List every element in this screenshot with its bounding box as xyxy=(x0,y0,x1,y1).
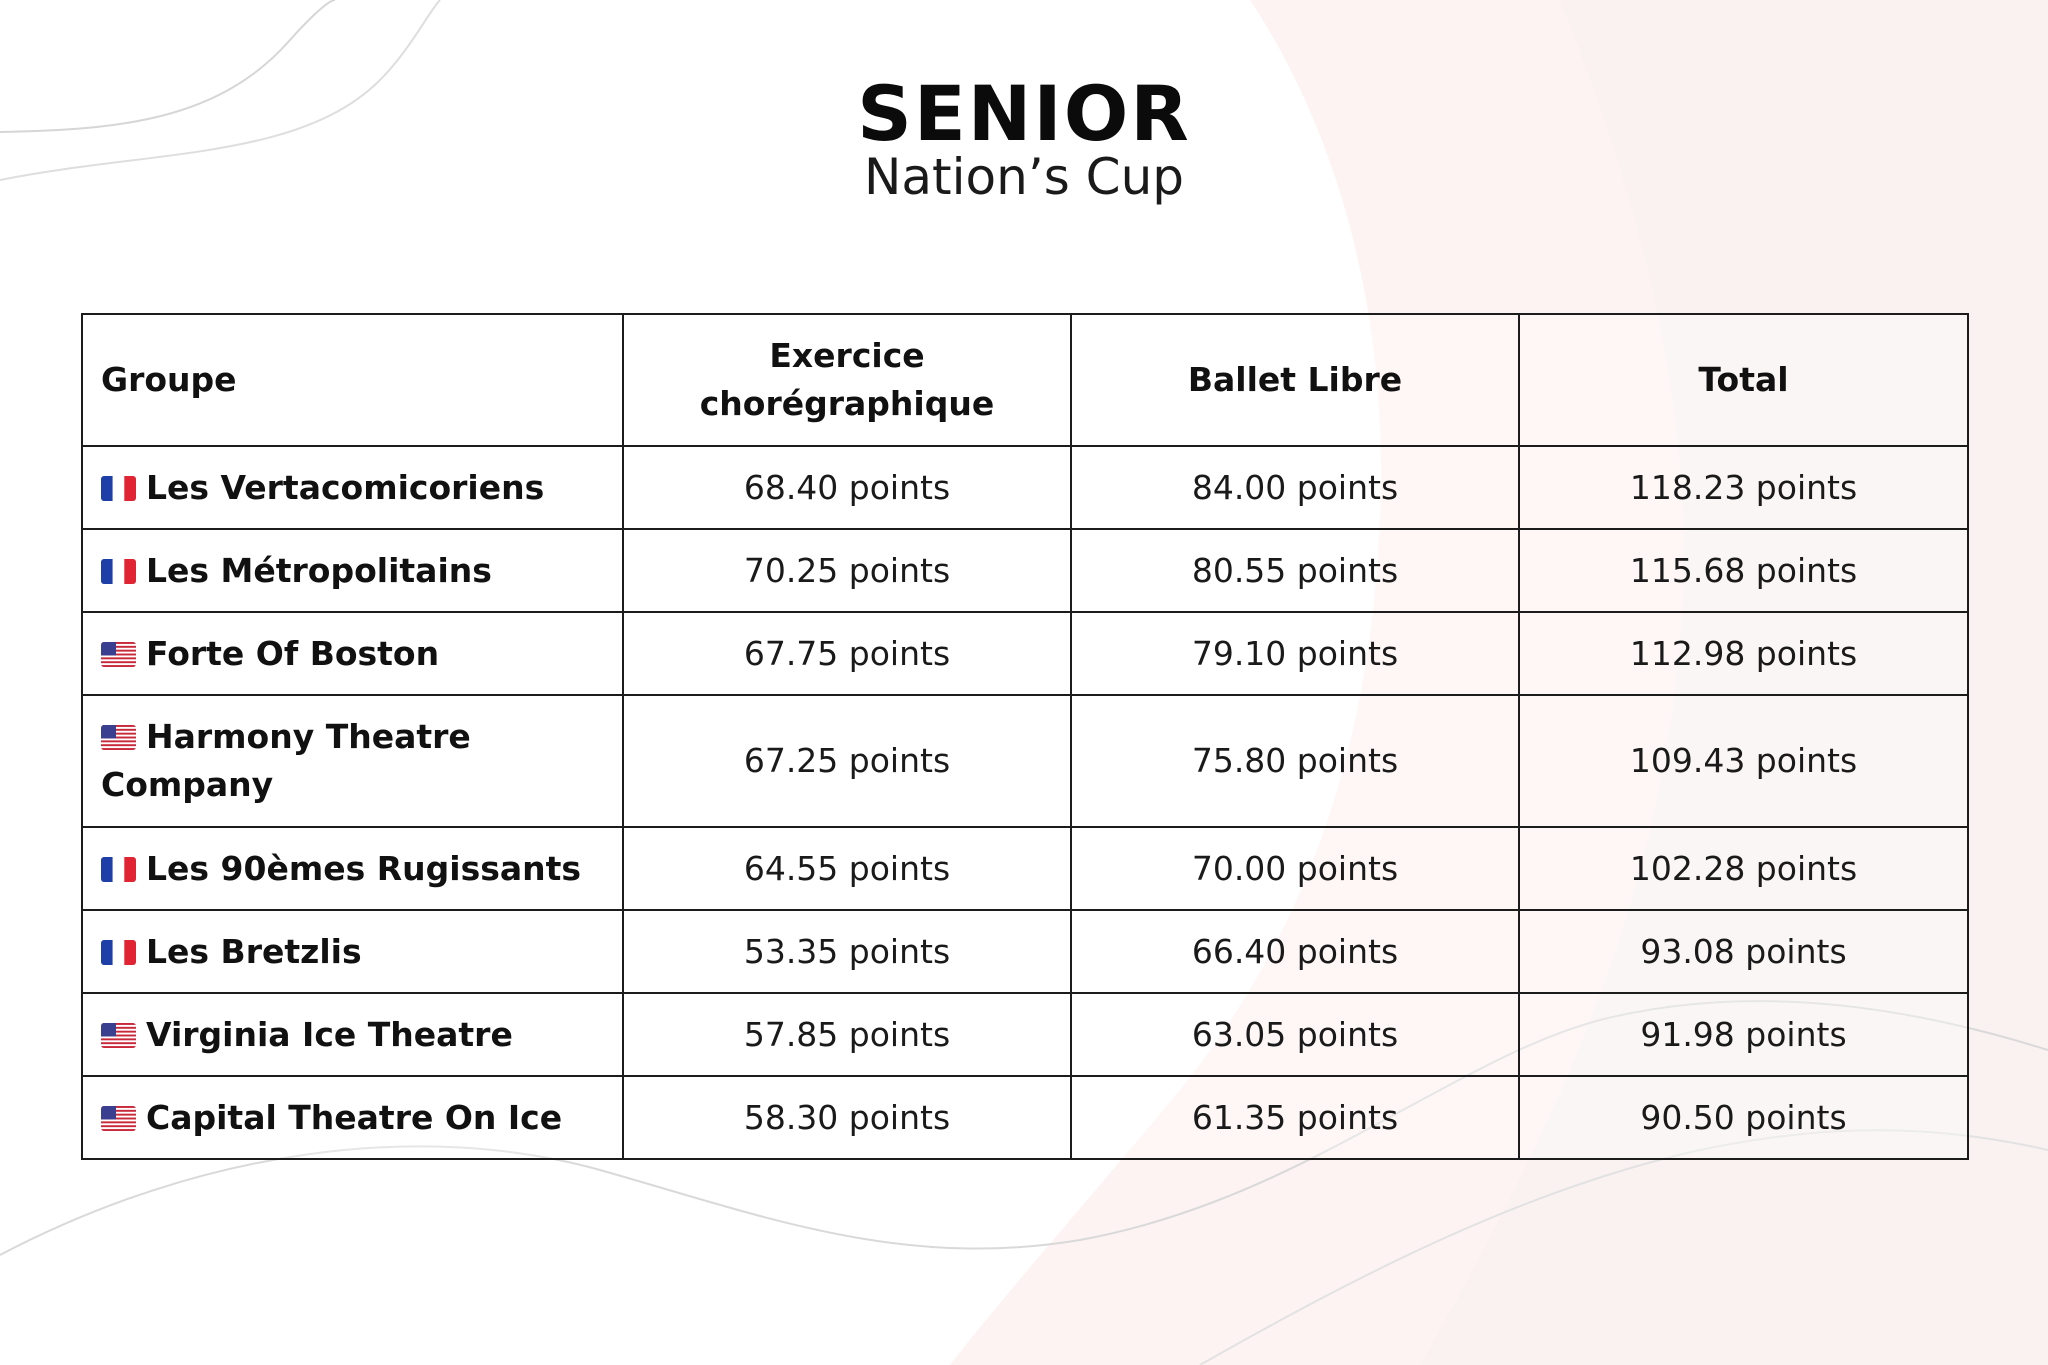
total-score: 109.43 points xyxy=(1519,695,1968,827)
table-row xyxy=(82,1076,1968,1159)
france-flag-icon xyxy=(101,940,136,965)
ballet-score: 84.00 points xyxy=(1071,446,1519,529)
ballet-score: 66.40 points xyxy=(1071,910,1519,993)
group-cell xyxy=(82,695,623,827)
total-score: 115.68 points xyxy=(1519,529,1968,612)
group-name: Forte Of Boston xyxy=(146,633,440,673)
page-subtitle: Nation’s Cup xyxy=(864,148,1184,206)
title-block xyxy=(0,69,2048,206)
usa-flag-icon xyxy=(101,725,136,750)
ballet-score: 80.55 points xyxy=(1071,529,1519,612)
usa-flag-icon xyxy=(101,1023,136,1048)
total-score: 90.50 points xyxy=(1519,1076,1968,1159)
header-exercise-line1: Exercice xyxy=(769,336,925,375)
group-name: Capital Theatre On Ice xyxy=(146,1097,563,1137)
france-flag-icon xyxy=(101,559,136,584)
header-exercise xyxy=(623,314,1071,446)
usa-flag-icon xyxy=(101,642,136,667)
ballet-score: 79.10 points xyxy=(1071,612,1519,695)
group-name: Les 90èmes Rugissants xyxy=(146,848,582,888)
table-row xyxy=(82,827,1968,910)
exercise-score: 58.30 points xyxy=(623,1076,1071,1159)
group-name: Harmony Theatre Company xyxy=(101,717,471,804)
exercise-score: 67.25 points xyxy=(623,695,1071,827)
exercise-score: 64.55 points xyxy=(623,827,1071,910)
total-score: 102.28 points xyxy=(1519,827,1968,910)
group-cell xyxy=(82,529,623,612)
exercise-score: 67.75 points xyxy=(623,612,1071,695)
exercise-score: 70.25 points xyxy=(623,529,1071,612)
page-title: SENIOR xyxy=(857,69,1191,158)
header-ballet: Ballet Libre xyxy=(1071,314,1519,446)
france-flag-icon xyxy=(101,476,136,501)
table-row xyxy=(82,529,1968,612)
results-table xyxy=(81,313,1969,1160)
group-cell xyxy=(82,993,623,1076)
group-name: Virginia Ice Theatre xyxy=(146,1014,513,1054)
ballet-score: 61.35 points xyxy=(1071,1076,1519,1159)
table-header-row xyxy=(82,314,1968,446)
ballet-score: 63.05 points xyxy=(1071,993,1519,1076)
table-row xyxy=(82,446,1968,529)
group-name: Les Vertacomicoriens xyxy=(146,467,545,507)
header-total: Total xyxy=(1519,314,1968,446)
total-score: 118.23 points xyxy=(1519,446,1968,529)
exercise-score: 68.40 points xyxy=(623,446,1071,529)
header-group: Groupe xyxy=(82,314,623,446)
france-flag-icon xyxy=(101,857,136,882)
group-cell xyxy=(82,612,623,695)
ballet-score: 75.80 points xyxy=(1071,695,1519,827)
table-row xyxy=(82,993,1968,1076)
exercise-score: 53.35 points xyxy=(623,910,1071,993)
table-row xyxy=(82,910,1968,993)
group-name: Les Bretzlis xyxy=(146,931,362,971)
table-row xyxy=(82,612,1968,695)
exercise-score: 57.85 points xyxy=(623,993,1071,1076)
header-exercise-line2: chorégraphique xyxy=(699,384,995,423)
group-cell xyxy=(82,827,623,910)
ballet-score: 70.00 points xyxy=(1071,827,1519,910)
total-score: 91.98 points xyxy=(1519,993,1968,1076)
usa-flag-icon xyxy=(101,1106,136,1131)
group-name: Les Métropolitains xyxy=(146,550,492,590)
total-score: 112.98 points xyxy=(1519,612,1968,695)
group-cell xyxy=(82,1076,623,1159)
group-cell xyxy=(82,446,623,529)
group-cell xyxy=(82,910,623,993)
total-score: 93.08 points xyxy=(1519,910,1968,993)
table-row xyxy=(82,695,1968,827)
